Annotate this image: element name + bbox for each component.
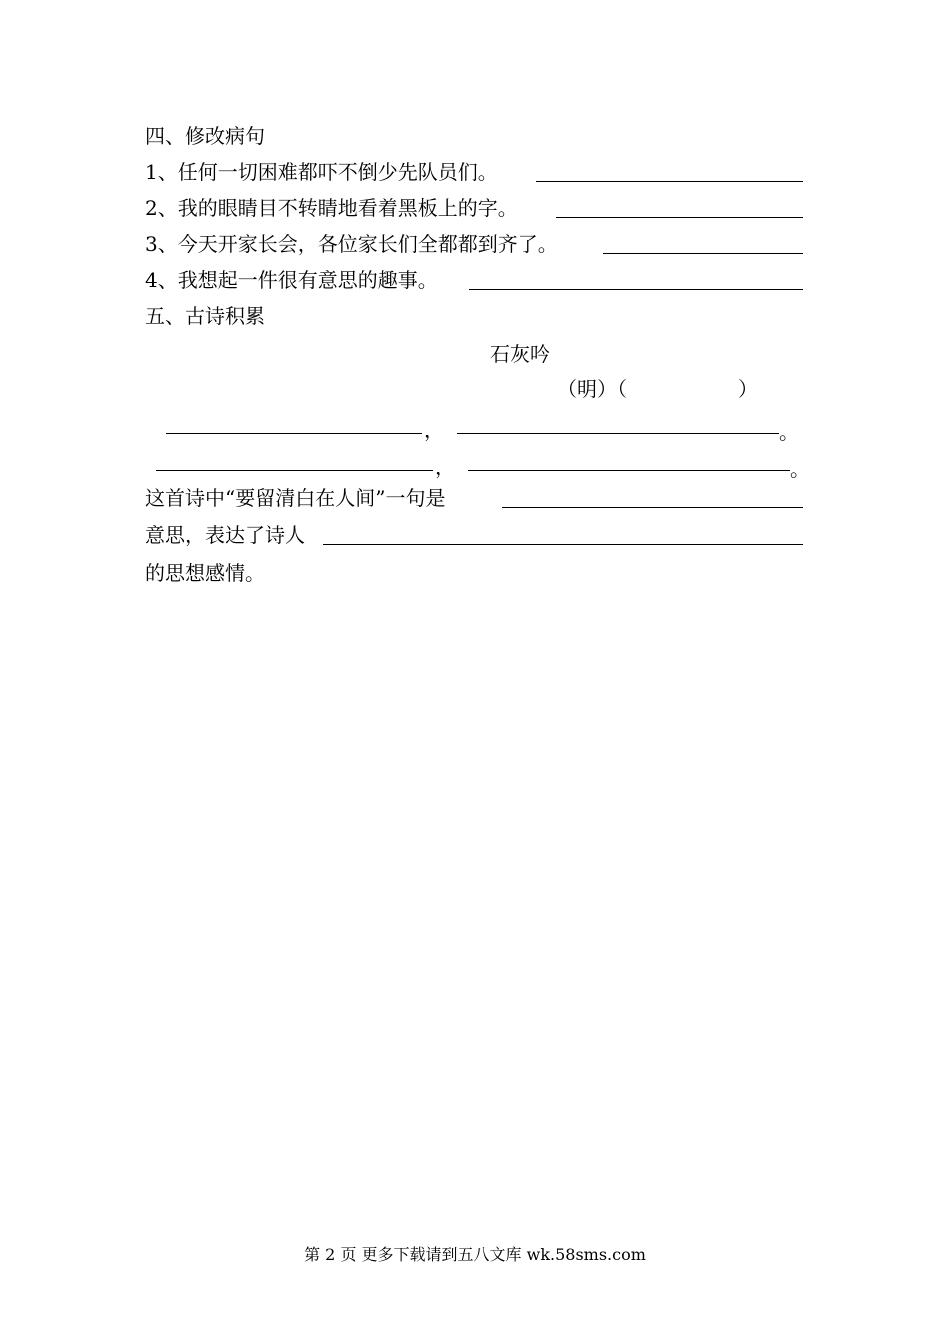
- section4-title: 四、修改病句: [145, 124, 265, 148]
- question-blank-1[interactable]: [502, 507, 803, 508]
- poem-comma-1: ，: [424, 418, 444, 442]
- poem-line-2b[interactable]: [468, 470, 790, 471]
- poem-title: 石灰吟: [490, 342, 550, 366]
- poem-line-1a[interactable]: [166, 433, 422, 434]
- question-line-3: 的思想感情。: [145, 561, 265, 585]
- answer-line-4[interactable]: [469, 289, 803, 290]
- sentence-2: 2、我的眼睛目不转睛地看着黑板上的字。: [145, 196, 518, 220]
- question-line-1: 这首诗中“要留清白在人间”一句是: [145, 486, 446, 510]
- question-blank-2[interactable]: [323, 544, 803, 545]
- poem-period-1: 。: [779, 420, 799, 444]
- poem-dynasty: （明）（: [557, 377, 627, 401]
- page-footer: 第 2 页 更多下载请到五八文库 wk.58sms.com: [304, 1245, 646, 1264]
- poem-period-2: 。: [790, 457, 810, 481]
- answer-line-2[interactable]: [556, 217, 803, 218]
- author-blank[interactable]: [640, 398, 736, 399]
- answer-line-1[interactable]: [536, 181, 803, 182]
- poem-line-2a[interactable]: [156, 470, 433, 471]
- section5-title: 五、古诗积累: [145, 304, 265, 328]
- answer-line-3[interactable]: [603, 253, 803, 254]
- poem-comma-2: ，: [435, 455, 455, 479]
- question-line-2: 意思，表达了诗人: [145, 523, 305, 547]
- poem-author-close: ）: [738, 377, 758, 401]
- poem-line-1b[interactable]: [457, 433, 779, 434]
- sentence-1: 1、任何一切困难都吓不倒少先队员们。: [145, 160, 498, 184]
- sentence-4: 4、我想起一件很有意思的趣事。: [145, 268, 438, 292]
- sentence-3: 3、今天开家长会，各位家长们全都都到齐了。: [145, 232, 558, 256]
